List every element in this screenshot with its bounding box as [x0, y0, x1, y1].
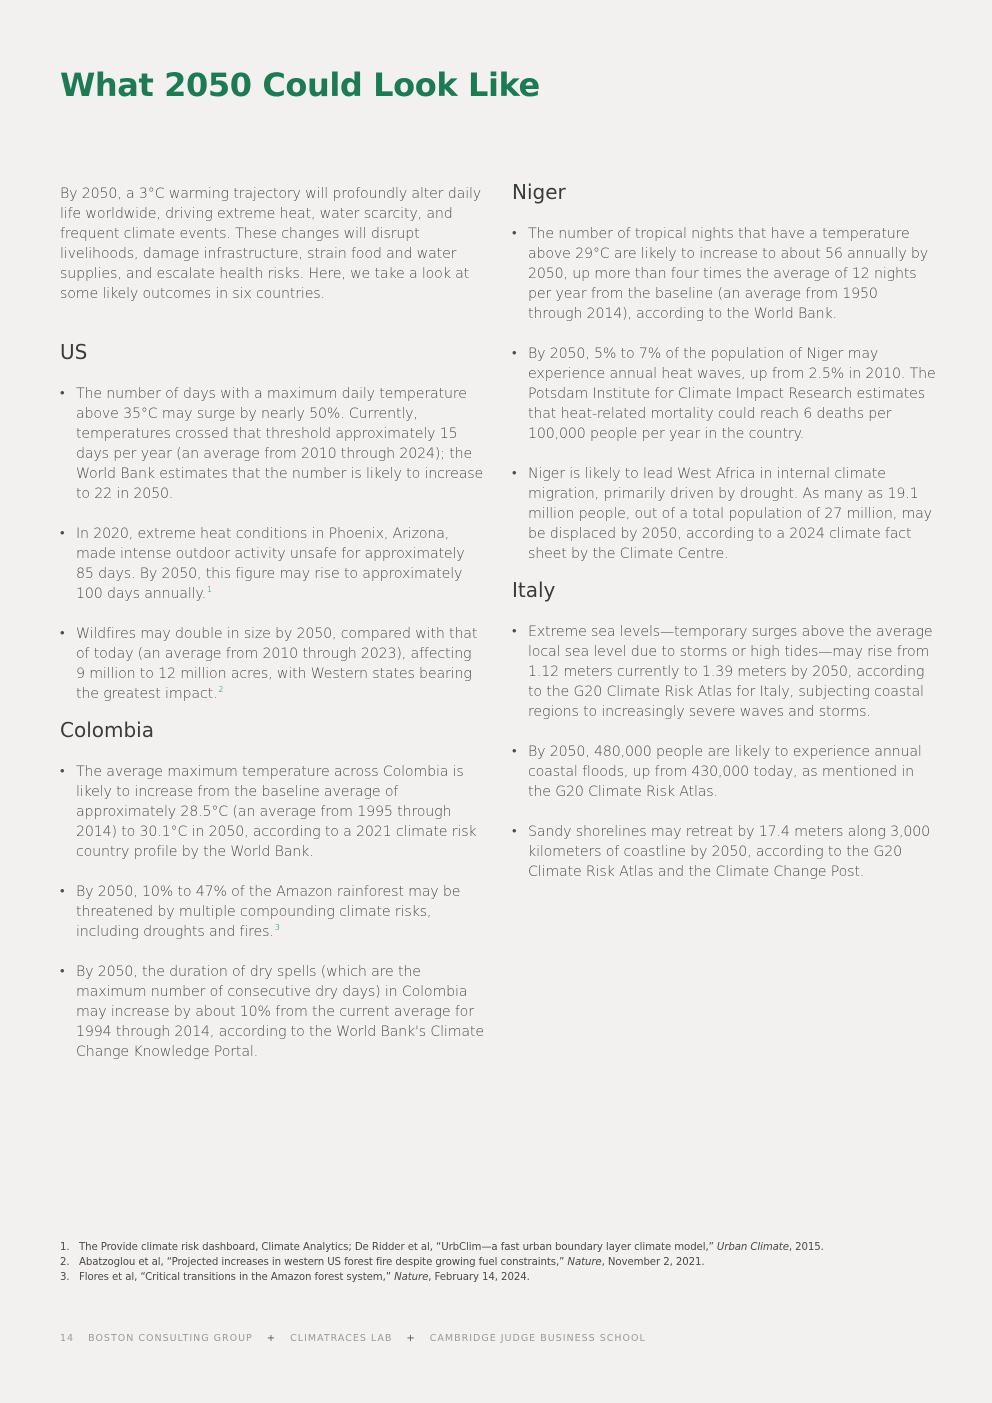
us-list — [60, 384, 484, 704]
niger-list — [512, 224, 936, 564]
footer-org-cambridge: CAMBRIDGE JUDGE BUSINESS SCHOOL — [429, 1333, 646, 1344]
list-item: • Niger is likely to lead West Africa in internal climate migration, primarily driven by drought. As many as 19.1 million people, out of a total population of 27 million, may be displaced by 2050, according to a 2024 climate fact sheet by the Climate Centre. — [512, 464, 936, 564]
section-heading-niger: Niger — [512, 180, 566, 204]
list-item: • By 2050, 480,000 people are likely to experience annual coastal floods, up from 430,000 today, as mentioned in the G20 Climate Risk Atlas. — [512, 742, 936, 802]
page-title: What 2050 Could Look Like — [60, 66, 540, 104]
footnote-ref[interactable]: 1 — [207, 585, 212, 595]
list-item: • The average maximum temperature across Colombia is likely to increase from the baseline average of approximately 28.5°C (an average from 1995 through 2014) to 30.1°C in 2050, according to a 2021 climate risk country profile by the World Bank. — [60, 762, 484, 862]
list-item: • The number of tropical nights that have a temperature above 29°C are likely to increase to about 56 annually by 2050, up more than four times the average of 12 nights per year from the baseline (an average from 1950 through 2014), according to the World Bank. — [512, 224, 936, 324]
right-column — [512, 178, 936, 902]
list-item: • In 2020, extreme heat conditions in Phoenix, Arizona, made intense outdoor activity unsafe for approximately 85 days. By 2050, this figure may rise to approximately 100 days annually.$^1$ — [60, 524, 484, 604]
list-item: • By 2050, 5% to 7% of the population of Niger may experience annual heat waves, up from 2.5% in 2010. The Potsdam Institute for Climate Impact Research estimates that heat-related mortality could reach 6 deaths per 100,000 people per year in the country. — [512, 344, 936, 444]
list-item: • Sandy shorelines may retreat by 17.4 meters along 3,000 kilometers of coastline by 2050, according to the G20 Climate Risk Atlas and the Climate Change Post. — [512, 822, 936, 882]
section-heading-italy: Italy — [512, 578, 556, 602]
list-item: • By 2050, 10% to 47% of the Amazon rainforest may be threatened by multiple compounding climate risks, including droughts and fires.$^3$ — [60, 882, 484, 942]
footer-separator: + — [406, 1333, 416, 1344]
intro-paragraph: By 2050, a 3°C warming trajectory will profoundly alter daily life worldwide, driving extreme heat, water scarcity, and frequent climate events. These changes will disrupt livelihoods, damage infrastructure, strain food and water supplies, and escalate health risks. Here, we take a look at some likely outcomes in six countries. — [60, 186, 482, 302]
list-item: • The number of days with a maximum daily temperature above 35°C may surge by nearly 50%. Currently, temperatures crossed that threshold approximately 15 days per year (an average from 2010 through 2024); the World Bank estimates that the number is likely to increase to 22 in 2050. — [60, 384, 484, 504]
colombia-list — [60, 762, 484, 1062]
list-item: • By 2050, the duration of dry spells (which are the maximum number of consecutive dry days) in Colombia may increase by about 10% from the current average for 1994 through 2014, according to the World Bank's Climate Change Knowledge Portal. — [60, 962, 484, 1062]
footnote: 2. Abatzoglou et al, “Projected increases in western US forest fire despite growing fuel constraints,” Nature, November 2, 2021. — [60, 1257, 705, 1268]
page-number: 14 — [60, 1333, 75, 1344]
list-item: • Wildfires may double in size by 2050, compared with that of today (an average from 2010 through 2023), affecting 9 million to 12 million acres, with Western states bearing the greatest impact.$^2$ — [60, 624, 484, 704]
italy-list — [512, 622, 936, 882]
section-heading-us: US — [60, 340, 88, 364]
page-footer — [60, 1333, 646, 1344]
footnote: 3. Flores et al, “Critical transitions in the Amazon forest system,” Nature, February 14, 2024. — [60, 1272, 530, 1283]
footnote-ref[interactable]: 2 — [218, 685, 224, 695]
section-heading-colombia: Colombia — [60, 718, 154, 742]
footer-separator: + — [266, 1333, 277, 1344]
footer-org-bcg: BOSTON CONSULTING GROUP — [88, 1333, 253, 1344]
footnote-ref[interactable]: 3 — [274, 923, 280, 933]
left-column — [60, 184, 484, 1082]
footer-org-climatraces: CLIMATRACES LAB — [290, 1333, 393, 1344]
list-item: • Extreme sea levels—temporary surges above the average local sea level due to storms or high tides—may rise from 1.12 meters currently to 1.39 meters by 2050, according to the G20 Climate Risk Atlas for Italy, subjecting coastal regions to increasingly severe waves and storms. — [512, 622, 936, 722]
footnote: 1. The Provide climate risk dashboard, Climate Analytics; De Ridder et al, “UrbClim—a fast urban boundary layer climate model,” Urban Climate, 2015. — [60, 1242, 824, 1253]
footnotes — [60, 1240, 940, 1285]
